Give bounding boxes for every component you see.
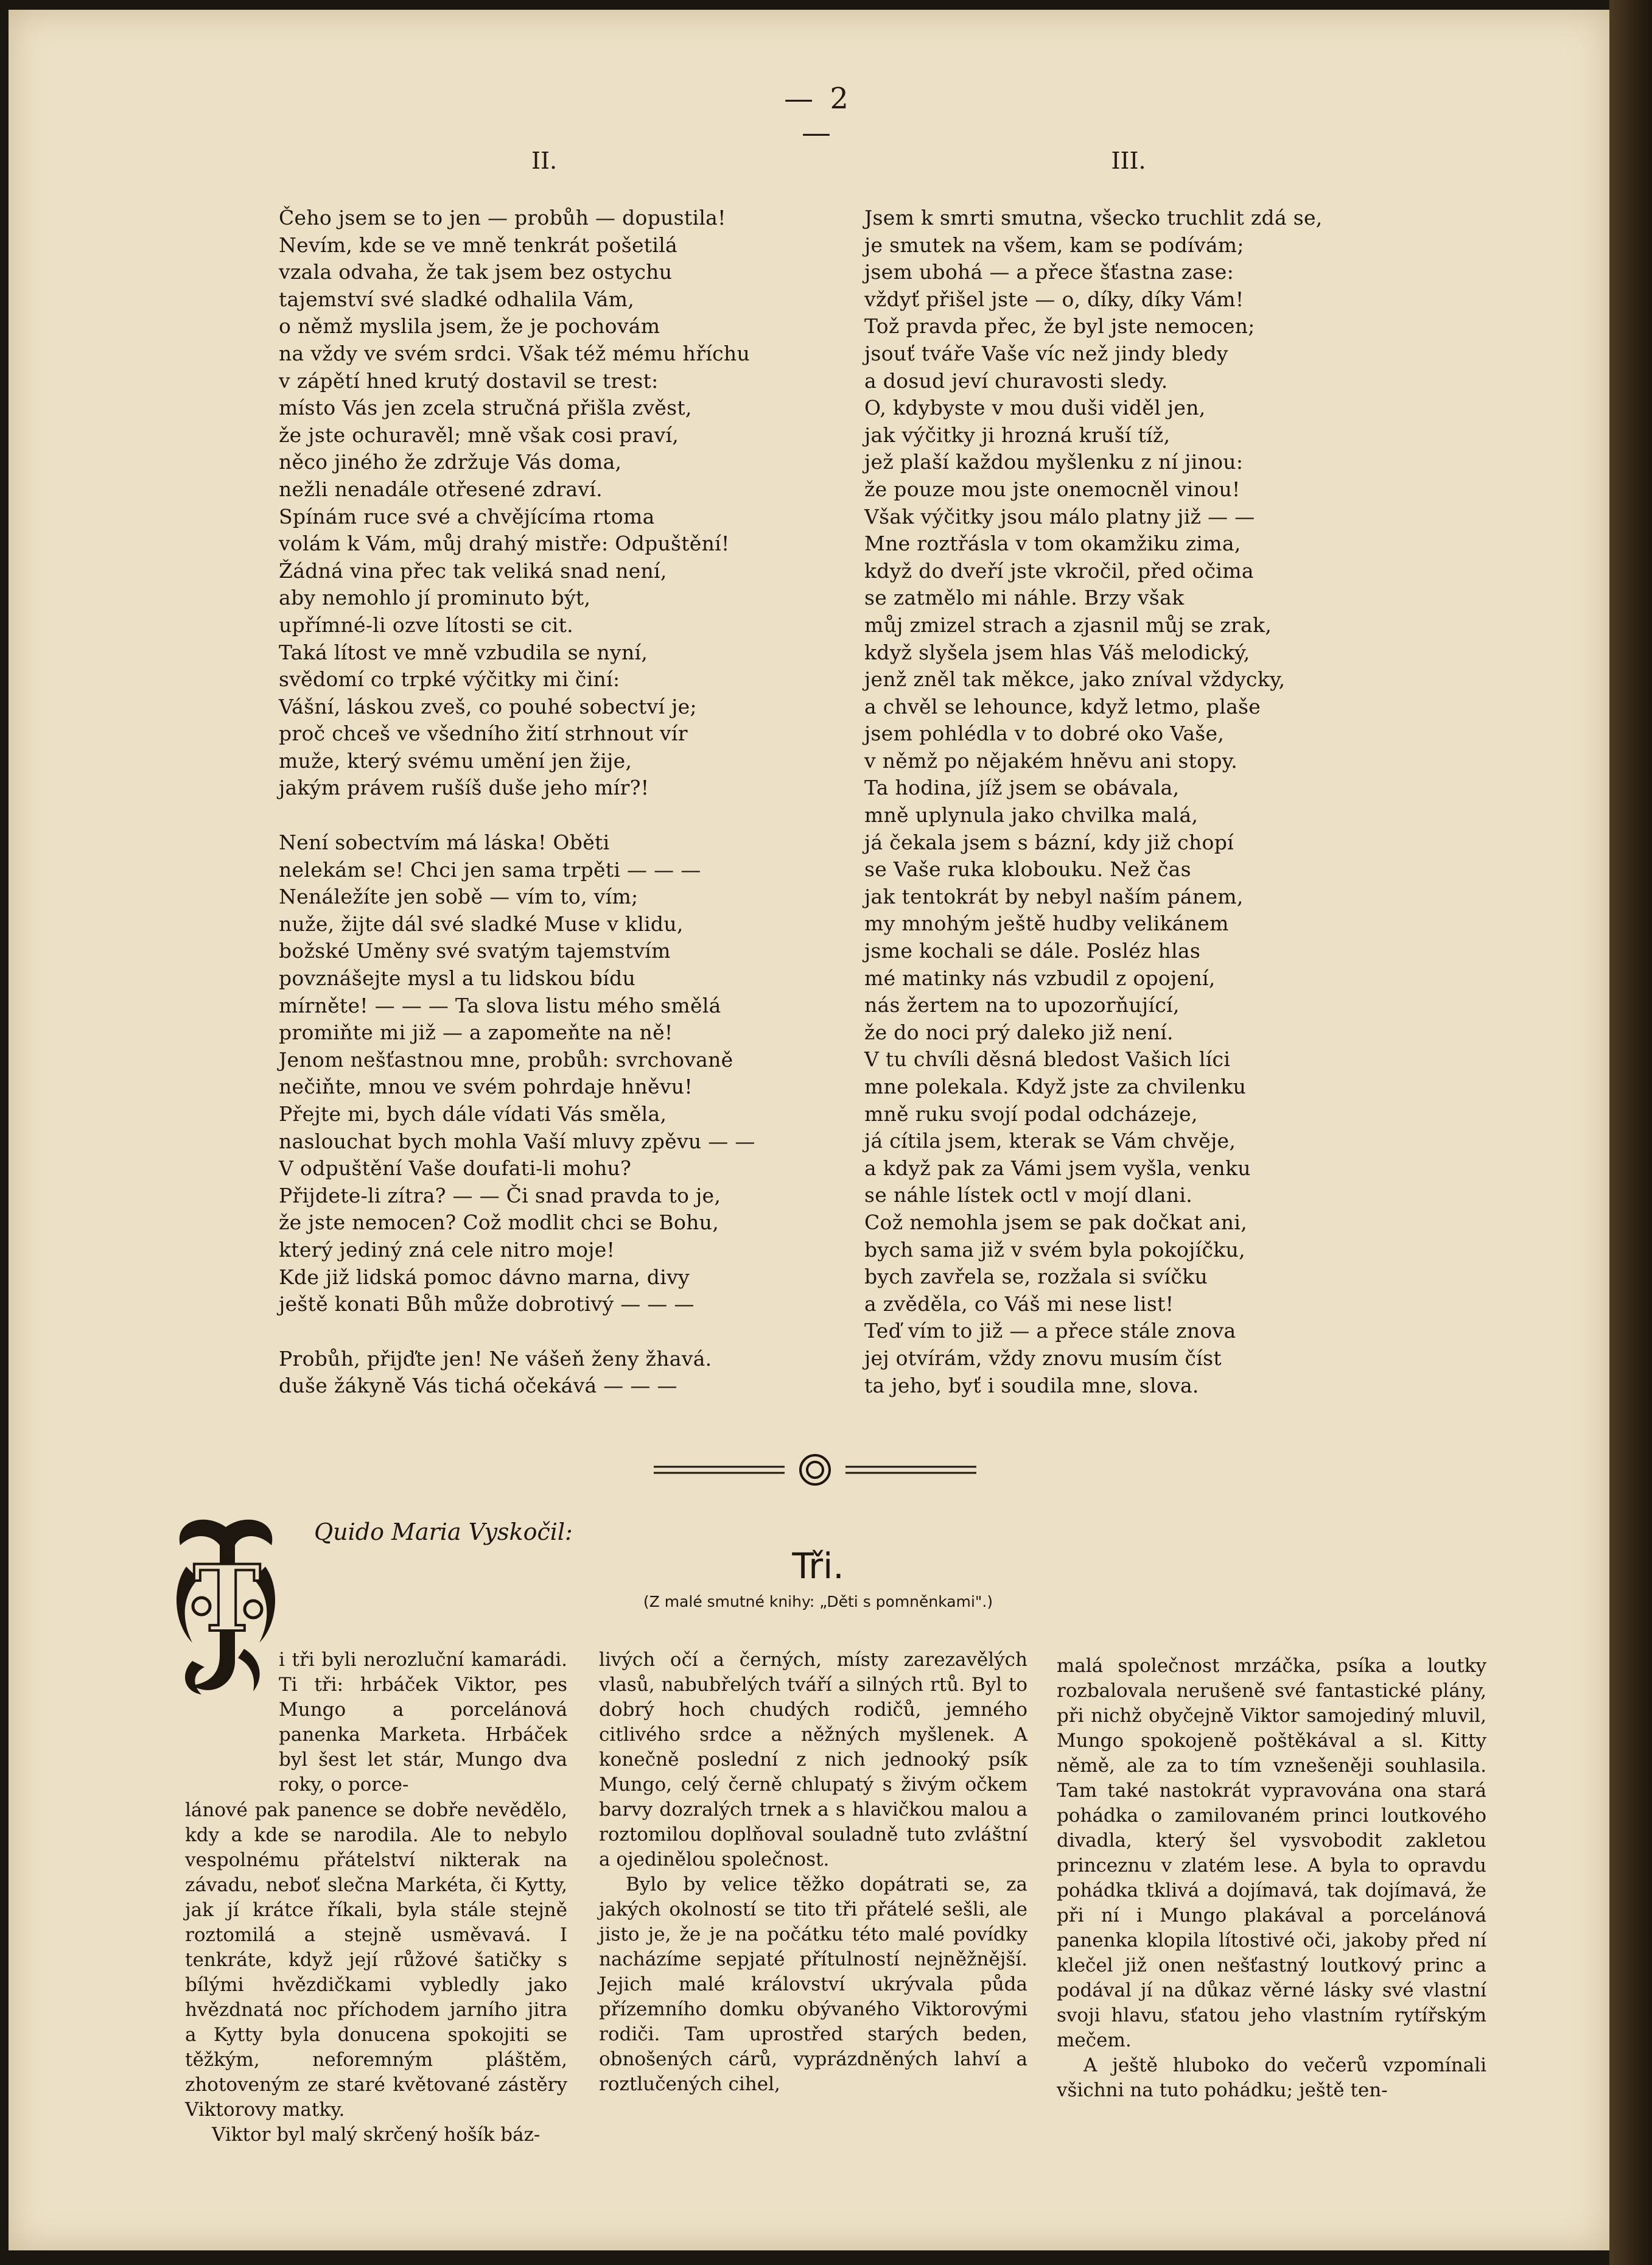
poem-line: v zápětí hned krutý dostavil se trest:	[279, 368, 659, 393]
poem-line: mírněte! — — — Ta slova listu mého smělá	[279, 993, 721, 1017]
section-iii-heading: III.	[1111, 147, 1146, 174]
poem-line: bych zavřela se, rozžala si svíčku	[864, 1265, 1208, 1289]
story-column-3	[1057, 1654, 1486, 2103]
poem-line: se zatmělo mi náhle. Brzy však	[864, 586, 1185, 610]
story-title: Tři.	[792, 1545, 844, 1587]
poem-line: Jenom nešťastnou mne, probůh: svrchovaně	[279, 1047, 733, 1072]
poem-line: jenž zněl tak měkce, jako zníval vždycky,	[864, 667, 1286, 692]
poem-line: který jediný zná cele nitro moje!	[279, 1237, 615, 1262]
poem-line: V odpuštění Vaše doufati-li mohu?	[279, 1156, 632, 1181]
poem-line: vždyť přišel jste — o, díky, díky Vám!	[864, 287, 1244, 311]
poem-line: my mnohým ještě hudby velikánem	[864, 911, 1229, 936]
poem-line: Taká lítost ve mně vzbudila se nyní,	[279, 640, 648, 664]
paragraph: i tři byli nerozluční kamarádi. Ti tři: hrbáček Viktor, pes Mungo a porcelánová panenka Marketa. Hrbáček byl šest let stár, Mungo dva roky, o porce-	[279, 1649, 567, 1796]
poem-section-iii	[864, 205, 1388, 1399]
poem-line: nelekám se! Chci jen sama trpěti — — —	[279, 857, 701, 882]
poem-line: V tu chvíli děsná bledost Vašich líci	[864, 1047, 1231, 1072]
poem-line: jsem pohlédla v to dobré oko Vaše,	[864, 722, 1225, 746]
divider-ornament	[648, 1453, 982, 1487]
poem-line: něco jiného že zdržuje Vás doma,	[279, 450, 622, 474]
poem-line: a chvěl se lehounce, když letmo, plaše	[864, 694, 1261, 718]
poem-line: nežli nenadále otřesené zdraví.	[279, 477, 603, 501]
story-author: Quido Maria Vyskočil:	[314, 1519, 573, 1545]
poem-line: Což nemohla jsem se pak dočkat ani,	[864, 1210, 1247, 1234]
poem-line: když do dveří jste vkročil, před očima	[864, 558, 1254, 583]
stanza	[279, 829, 802, 1318]
poem-line: nečiňte, mnou ve svém pohrdaje hněvu!	[279, 1075, 693, 1099]
section-ii-heading: II.	[531, 147, 558, 174]
poem-line: na vždy ve svém srdci. Však též mému hříchu	[279, 341, 751, 365]
drop-cap-letter: T	[193, 1545, 261, 1652]
poem-line: jsem ubohá — a přece šťastna zase:	[864, 260, 1234, 284]
paragraph: lánové pak panence se dobře nevědělo, kdy a kde se narodila. Ale to nebylo vespolnému přátelství nikterak na závadu, neboť slečna Markéta, či Kytty, jak jí krátce říkali, byla stále stejně roztomilá a stejně usměvavá. I tenkráte, když její růžové šatičky s bílými hvězdičkami vybledly jako hvězdnatá noc příchodem jarního jitra a Kytty byla donucena spokojiti se těžkým, neforemným pláštěm, zhotoveným ze staré květované zástěry Viktorovy matky.	[185, 1799, 567, 2121]
poem-line: nuže, žijte dál své sladké Muse v klidu,	[279, 911, 684, 936]
poem-line: se Vaše ruka klobouku. Než čas	[864, 857, 1191, 882]
poem-line: jsme kochali se dále. Posléz hlas	[864, 939, 1201, 963]
story-subtitle: (Z malé smutné knihy: „Děti s pomněnkami".)	[643, 1593, 993, 1610]
poem-line: Mne roztřásla v tom okamžiku zima,	[864, 532, 1241, 556]
poem-line: můj zmizel strach a zjasnil můj se zrak,	[864, 613, 1272, 637]
poem-line: mně ruku svojí podal odcházeje,	[864, 1101, 1198, 1126]
poem-line: v němž po nějakém hněvu ani stopy.	[864, 748, 1238, 773]
poem-line: svědomí co trpké výčitky mi činí:	[279, 667, 620, 692]
poem-line: bych sama již v svém byla pokojíčku,	[864, 1237, 1245, 1262]
poem-line: Ta hodina, jíž jsem se obávala,	[864, 776, 1180, 800]
poem-line: jak výčitky ji hrozná kruší tíž,	[864, 423, 1171, 447]
poem-line: Teď vím to již — a přece stále znova	[864, 1319, 1236, 1343]
story-column-2	[599, 1648, 1027, 2097]
poem-line: jej otvírám, vždy znovu musím číst	[864, 1346, 1222, 1370]
poem-line: Přijdete-li zítra? — — Či snad pravda to je,	[279, 1183, 721, 1207]
poem-line: a zvěděla, co Váš mi nese list!	[864, 1291, 1174, 1316]
poem-line: když slyšela jsem hlas Váš melodický,	[864, 640, 1250, 664]
poem-line: nás žertem na to upozorňující,	[864, 993, 1180, 1017]
poem-line: povznášejte mysl a tu lidskou bídu	[279, 966, 636, 991]
poem-line: místo Vás jen zcela stručná přišla zvěst,	[279, 396, 692, 420]
poem-line: je smutek na všem, kam se podívám;	[864, 233, 1244, 257]
stanza	[279, 205, 802, 802]
poem-line: ještě konati Bůh může dobrotivý — — —	[279, 1292, 695, 1316]
poem-line: naslouchat bych mohla Vaší mluvy zpěvu — —	[279, 1129, 755, 1153]
poem-line: Čeho jsem se to jen — probůh — dopustila!	[279, 206, 726, 230]
poem-line: proč chceš ve všedního žití strhnout vír	[279, 722, 688, 746]
poem-line: Jsem k smrti smutna, všecko truchlit zdá se,	[864, 206, 1323, 230]
poem-line: Nevím, kde se ve mně tenkrát pošetilá	[279, 233, 678, 257]
poem-line: Žádná vina přec tak veliká snad není,	[279, 558, 667, 583]
poem-line: Není sobectvím má láska! Oběti	[279, 830, 610, 855]
paragraph: Viktor byl malý skrčený hošík báz-	[212, 2124, 541, 2146]
poem-line: že pouze mou jste onemocněl vinou!	[864, 477, 1241, 501]
poem-line: jak tentokrát by nebyl naším pánem,	[864, 884, 1244, 908]
poem-line: ta jeho, byť i soudila mne, slova.	[864, 1373, 1199, 1397]
poem-line: Přejte mi, bych dále vídati Vás směla,	[279, 1102, 667, 1126]
poem-line: já cítila jsem, kterak se Vám chvěje,	[864, 1129, 1236, 1153]
page-edge	[1609, 0, 1652, 2265]
poem-line: Vášní, láskou zveš, co pouhé sobectví je;	[279, 694, 697, 718]
poem-line: O, kdybyste v mou duši viděl jen,	[864, 396, 1206, 420]
poem-line: a když pak za Vámi jsem vyšla, venku	[864, 1156, 1251, 1180]
poem-line: já čekala jsem s bázní, kdy již chopí	[864, 830, 1234, 854]
poem-line: muže, který svému umění jen žije,	[279, 748, 632, 773]
poem-line: tajemství své sladké odhalila Vám,	[279, 287, 634, 311]
magazine-page	[9, 10, 1609, 2250]
poem-line: volám k Vám, můj drahý mistře: Odpuštění!	[279, 532, 730, 556]
paragraph: A ještě hluboko do večerů vzpomínali všichni na tuto pohádku; ještě ten-	[1057, 2054, 1486, 2101]
poem-line: Spínám ruce své a chvějícíma rtoma	[279, 504, 655, 528]
poem-line: božské Uměny své svatým tajemstvím	[279, 939, 671, 963]
story-column-1-lead	[279, 1648, 567, 1797]
poem-section-ii	[279, 205, 802, 1400]
paragraph: livých očí a černých, místy zarezavělých vlasů, nabubřelých tváří a silných rtů. Byl to dobrý hoch chudých rodičů, jemného citlivého srdce a něžných myšlenek. A konečně poslední z nich jednooký psík Mungo, celý černě chlupatý s živým očkem barvy dozralých trnek a s hlavičkou malou a roztomilou doplňoval souladně tuto zvláštní a ojedinělou společnost.	[599, 1649, 1027, 1870]
poem-line: o němž myslila jsem, že je pochovám	[279, 314, 660, 339]
poem-line: a dosud jeví churavosti sledy.	[864, 368, 1168, 393]
poem-line: jakým právem rušíš duše jeho mír?!	[279, 776, 649, 800]
poem-line: že jste ochuravěl; mně však cosi praví,	[279, 423, 679, 447]
poem-line: Kde již lidská pomoc dávno marna, divy	[279, 1265, 690, 1289]
poem-line: upřímné-li ozve lítosti se cit.	[279, 613, 573, 637]
poem-line: Však výčitky jsou málo platny již — —	[864, 504, 1255, 528]
poem-line: že do noci prý daleko již není.	[864, 1020, 1174, 1044]
poem-line: mé matinky nás vzbudil z opojení,	[864, 966, 1216, 990]
paragraph: Bylo by velice těžko dopátrati se, za jakých okolností se tito tři přátelé sešli, ale jisto je, že je na počátku této malé povídky nacházíme sepjaté přítulností nejněžnější. Jejich malé království ukrývala půda přízemního domku obývaného Viktorovými rodiči. Tam uprostřed starých beden, obnošených cárů, vyprázdněných lahví a roztlučených cihel,	[599, 1873, 1027, 2095]
poem-line: duše žákyně Vás tichá očekává — — —	[279, 1374, 677, 1398]
poem-line: mně uplynula jako chvilka malá,	[864, 803, 1199, 827]
poem-line: mne polekala. Když jste za chvilenku	[864, 1075, 1247, 1098]
poem-line: Nenáležíte jen sobě — vím to, vím;	[279, 885, 639, 909]
page-number: — 2 —	[784, 82, 852, 150]
story-column-1	[185, 1798, 567, 2147]
paragraph: malá společnost mrzáčka, psíka a loutky rozbalovala nerušeně své fantastické plány, při nichž obyčejně Viktor samojediný mluvil, Mungo spokojeně poštěkával a sl. Kitty němě, ale za to tím vznešeněji souhlasila. Tam také nastokrát vypravována ona stará pohádka o zamilovaném princi loutkového divadla, který šel vysvobodit zakletou princeznu v zlatém lese. A byla to opravdu pohádka tklivá a dojímavá, tak dojímavá, že při ní i Mungo plakával a porcelánová panenka klopila lítostivé oči, jakoby před ní klečel již onen nešťastný loutkový princ a podával jí na důkaz věrné lásky své vlastní svoji hlavu, sťatou jeho vlastním rytířským mečem.	[1057, 1655, 1486, 2051]
ornamental-drop-cap	[168, 1509, 284, 1704]
poem-line: jež plaší každou myšlenku z ní jinou:	[864, 450, 1244, 474]
poem-line: aby nemohlo jí prominuto být,	[279, 586, 591, 610]
poem-line: jsouť tváře Vaše víc než jindy bledy	[864, 341, 1228, 365]
poem-line: že jste nemocen? Což modlit chci se Bohu,	[279, 1210, 719, 1235]
poem-line: vzala odvaha, že tak jsem bez ostychu	[279, 260, 673, 284]
poem-line: promiňte mi již — a zapomeňte na ně!	[279, 1020, 673, 1045]
stanza	[279, 1346, 802, 1400]
poem-line: Tož pravda přec, že byl jste nemocen;	[864, 314, 1255, 339]
poem-line: Probůh, přijďte jen! Ne vášeň ženy žhavá.	[279, 1346, 712, 1371]
poem-line: se náhle lístek octl v mojí dlani.	[864, 1183, 1193, 1207]
